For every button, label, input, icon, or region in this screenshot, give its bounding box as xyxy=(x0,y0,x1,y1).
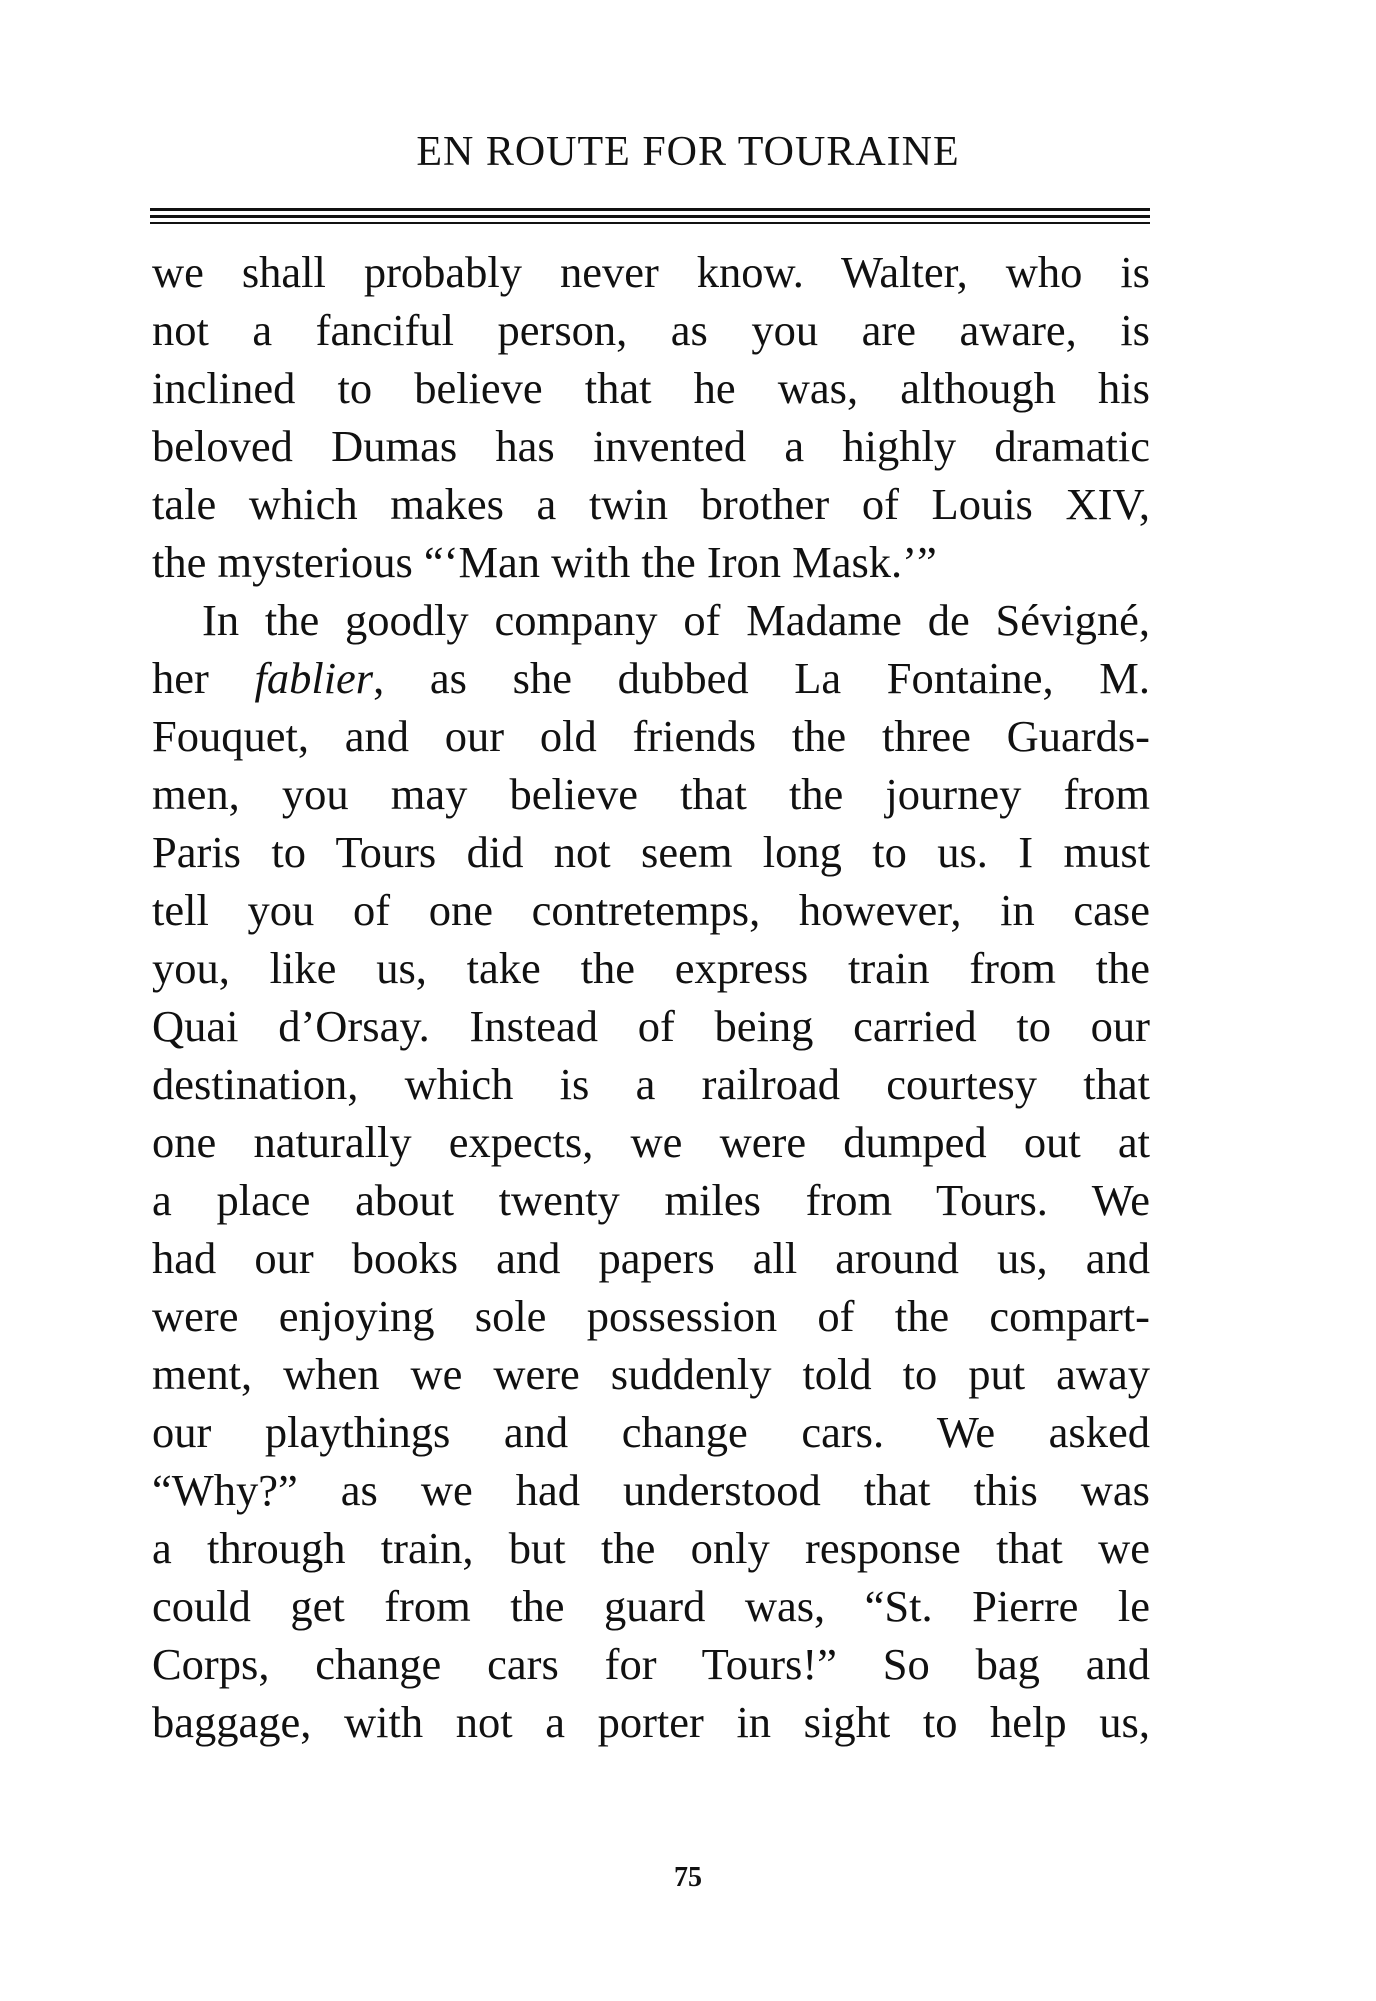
text-line: Quai d’Orsay. Instead of being carried to our xyxy=(152,1001,1150,1051)
text-line: had our books and papers all around us, and xyxy=(152,1233,1150,1283)
text-line: our playthings and change cars. We asked xyxy=(152,1407,1150,1457)
text-line: a through train, but the only response that we xyxy=(152,1523,1150,1573)
text-line: men, you may believe that the journey from xyxy=(152,769,1150,819)
text-line: the mysterious “‘Man with the Iron Mask.’” xyxy=(152,537,937,587)
text-line: not a fanciful person, as you are aware, is xyxy=(152,305,1150,355)
header-rule xyxy=(150,215,1150,218)
text-line: tale which makes a twin brother of Louis XIV, xyxy=(152,479,1150,529)
text-line: In the goodly company of Madame de Sévigné, xyxy=(202,595,1150,645)
text-line: tell you of one contretemps, however, in case xyxy=(152,885,1150,935)
text-line: destination, which is a railroad courtesy that xyxy=(152,1059,1150,1109)
body-text xyxy=(152,243,1150,1751)
text-line: baggage, with not a porter in sight to help us, xyxy=(152,1697,1150,1747)
text-line: Fouquet, and our old friends the three Guards- xyxy=(152,711,1150,761)
text-line: her fablier, as she dubbed La Fontaine, M. xyxy=(152,653,1150,703)
text-line: Paris to Tours did not seem long to us. I must xyxy=(152,827,1150,877)
text-line: we shall probably never know. Walter, who is xyxy=(152,247,1150,297)
running-head: EN ROUTE FOR TOURAINE xyxy=(416,129,960,175)
header-rule xyxy=(150,222,1150,224)
text-line: Corps, change cars for Tours!” So bag and xyxy=(152,1639,1150,1689)
text-line: a place about twenty miles from Tours. We xyxy=(152,1175,1150,1225)
italic-word: fablier xyxy=(254,653,374,703)
text-line: could get from the guard was, “St. Pierre le xyxy=(152,1581,1150,1631)
text-line: ment, when we were suddenly told to put away xyxy=(152,1349,1150,1399)
text-line: inclined to believe that he was, although his xyxy=(152,363,1150,413)
header-rule xyxy=(150,208,1150,211)
text-line: were enjoying sole possession of the compart- xyxy=(152,1291,1150,1341)
text-line: “Why?” as we had understood that this was xyxy=(152,1465,1150,1515)
page-number: 75 xyxy=(674,1862,702,1893)
text-line: one naturally expects, we were dumped out at xyxy=(152,1117,1150,1167)
text-line: you, like us, take the express train from the xyxy=(152,943,1150,993)
text-line: beloved Dumas has invented a highly dramatic xyxy=(152,421,1150,471)
